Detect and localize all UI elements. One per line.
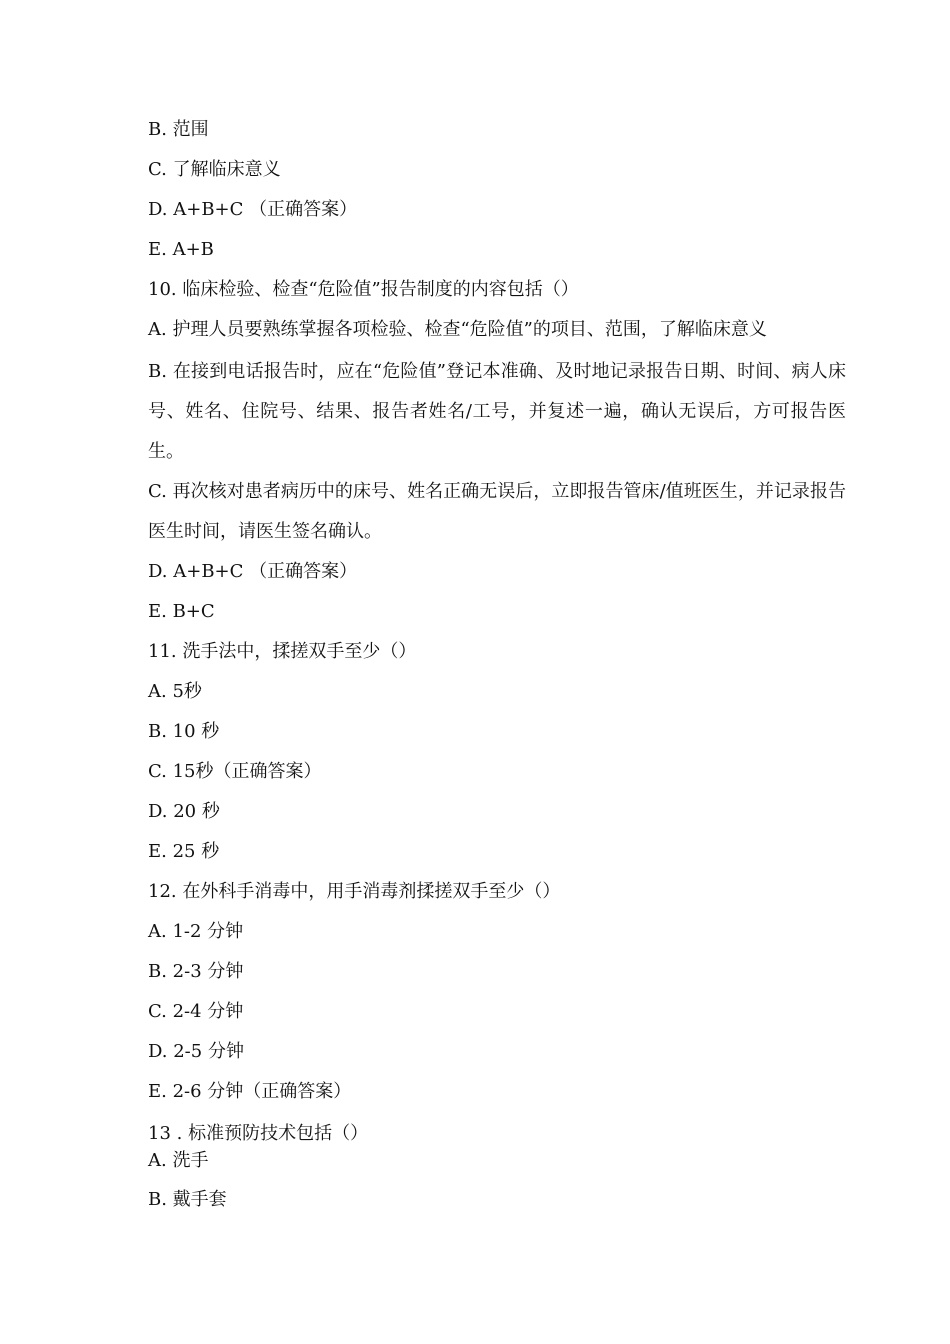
q10-option-d-correct: D. A+B+C （正确答案） <box>148 561 358 582</box>
q11-option-d: D. 20 秒 <box>148 801 220 822</box>
q12-option-d: D. 2-5 分钟 <box>148 1041 244 1062</box>
question-12: 12. 在外科手消毒中，用手消毒剂揉搓双手至少（） <box>148 881 561 902</box>
option-b-scope: B. 范围 <box>148 119 209 140</box>
q10-option-b-text: B. 在接到电话报告时，应在“危险值”登记本准确、及时地记录报告日期、时间、病人床号、姓名、住院号、结果、报告者姓名/工号，并复述一遍，确认无误后，方可报告医生。 <box>148 361 846 462</box>
q12-option-b: B. 2-3 分钟 <box>148 961 244 982</box>
option-e: E. A+B <box>148 239 214 260</box>
question-11: 11. 洗手法中，揉搓双手至少（） <box>148 641 417 662</box>
q11-option-a: A. 5秒 <box>148 681 202 702</box>
q13-option-b: B. 戴手套 <box>148 1189 227 1210</box>
q12-option-c: C. 2-4 分钟 <box>148 1001 244 1022</box>
q11-option-c-correct: C. 15秒（正确答案） <box>148 761 322 782</box>
q12-option-e-correct: E. 2-6 分钟（正确答案） <box>148 1081 352 1102</box>
q10-option-c <box>108 472 846 552</box>
q10-option-a: A. 护理人员要熟练掌握各项检验、检查“危险值”的项目、范围，了解临床意义 <box>148 319 767 340</box>
q11-option-e: E. 25 秒 <box>148 841 220 862</box>
q10-option-e: E. B+C <box>148 601 215 622</box>
q13-option-a: A. 洗手 <box>148 1150 209 1171</box>
q11-option-b: B. 10 秒 <box>148 721 220 742</box>
q10-option-b <box>108 352 846 472</box>
question-10: 10. 临床检验、检查“危险值”报告制度的内容包括（） <box>148 279 579 300</box>
q12-option-a: A. 1-2 分钟 <box>148 921 244 942</box>
option-c-clinical-meaning: C. 了解临床意义 <box>148 159 281 180</box>
question-13: 13 . 标准预防技术包括（） <box>148 1123 369 1144</box>
option-d-correct: D. A+B+C （正确答案） <box>148 199 358 220</box>
q10-option-c-text: C. 再次核对患者病历中的床号、姓名正确无误后，立即报告管床/值班医生，并记录报告医生时间，请医生签名确认。 <box>148 481 846 542</box>
